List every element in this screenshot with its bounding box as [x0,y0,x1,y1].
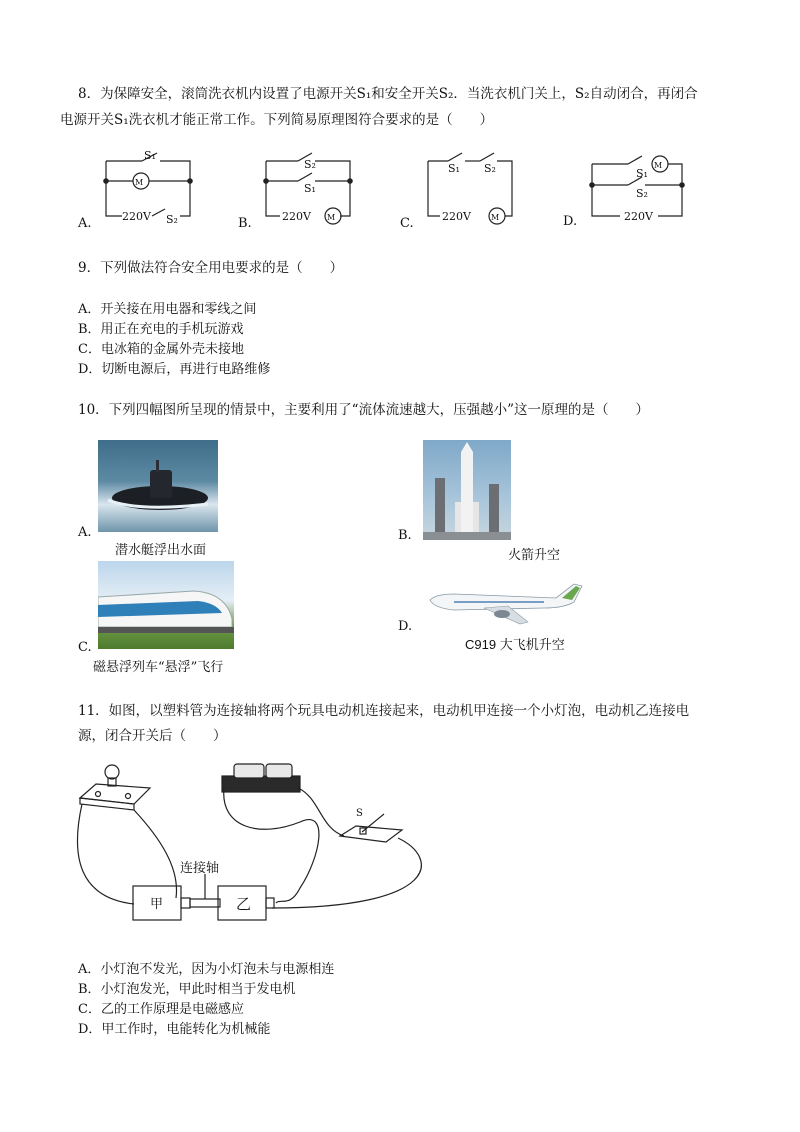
battery-box [222,764,300,792]
label-s2: S₂ [484,162,496,175]
c919-plane-image [424,578,588,630]
q10-option-d[interactable]: D. [398,619,413,634]
q10-caption-d: C919 大飞机升空 [465,637,565,652]
motor-label: M [491,213,500,222]
q9-option-d[interactable]: D．切断电源后，再进行电路维修 [78,362,271,377]
q8-option-c[interactable]: C. [400,216,414,231]
label-s1: S₁ [448,162,460,175]
q10-option-c[interactable]: C. [78,640,92,655]
q11-stem-line2: 源，闭合开关后（ ） [78,728,227,744]
rocket-drawing [423,440,511,540]
q11-option-a[interactable]: A．小灯泡不发光，因为小灯泡未与电源相连 [78,962,335,977]
label-s2: S₂ [636,187,648,200]
label-s2: S₂ [166,213,178,226]
q11-option-c[interactable]: C．乙的工作原理是电磁感应 [78,1002,244,1017]
q8-stem-line1: 8．为保障安全，滚筒洗衣机内设置了电源开关S₁和安全开关S₂．当洗衣机门关上，S₂自动闭合，再闭合 [78,86,698,102]
plane-drawing [424,578,588,630]
maglev-drawing [98,561,234,649]
q10-option-b[interactable]: B. [398,528,412,543]
circuit-d [590,156,684,216]
motor-label: M [327,213,336,222]
switch-label: S [356,808,363,819]
q8-option-b[interactable]: B. [238,216,252,231]
q11-option-b[interactable]: B．小灯泡发光，甲此时相当于发电机 [78,982,296,997]
switch-s [340,814,402,842]
q11-option-d[interactable]: D．甲工作时，电能转化为机械能 [78,1022,271,1037]
q8-stem-line2: 电源开关S₁洗衣机才能正常工作。下列简易原理图符合要求的是（ ） [60,112,494,128]
label-s1: S₁ [144,149,156,162]
submarine-drawing [98,440,218,532]
q9-option-b[interactable]: B．用正在充电的手机玩游戏 [78,322,244,337]
q8-option-d[interactable]: D. [563,214,578,229]
voltage-label: 220V [282,210,311,223]
rocket-image [423,440,511,540]
q11-motor-diagram [0,758,800,948]
motor-label: M [135,178,144,187]
q9-option-c[interactable]: C．电冰箱的金属外壳未接地 [78,342,244,357]
motor-jia-label: 甲 [150,897,164,912]
label-s1: S₁ [304,182,316,195]
label-s1: S₁ [636,167,648,180]
voltage-label: 220V [122,210,151,223]
maglev-train-image [98,561,234,649]
q10-option-a[interactable]: A. [78,525,92,540]
motor-label: M [654,161,663,170]
q11-stem-line1: 11．如图，以塑料管为连接轴将两个玩具电动机连接起来，电动机甲连接一个小灯泡，电动机乙连接电 [78,703,690,719]
circuit-a [104,153,192,216]
voltage-label: 220V [624,210,653,223]
axle-label: 连接轴 [180,861,220,876]
voltage-label: 220V [442,210,471,223]
q10-caption-c: 磁悬浮列车“悬浮”飞行 [93,660,224,675]
submarine-image [98,440,218,532]
q8-circuit-diagrams [0,0,800,240]
lamp-board [80,765,150,810]
label-s2: S₂ [304,158,316,171]
motor-yi-label: 乙 [236,895,252,913]
q10-caption-a: 潜水艇浮出水面 [115,543,207,558]
q8-option-a[interactable]: A. [78,216,92,231]
q10-stem: 10．下列四幅图所呈现的情景中，主要利用了“流体流速越大，压强越小”这一原理的是（ ） [78,402,649,418]
q10-caption-b: 火箭升空 [508,548,561,563]
q9-stem: 9．下列做法符合安全用电要求的是（ ） [78,260,344,276]
q9-option-a[interactable]: A．开关接在用电器和零线之间 [78,302,257,317]
